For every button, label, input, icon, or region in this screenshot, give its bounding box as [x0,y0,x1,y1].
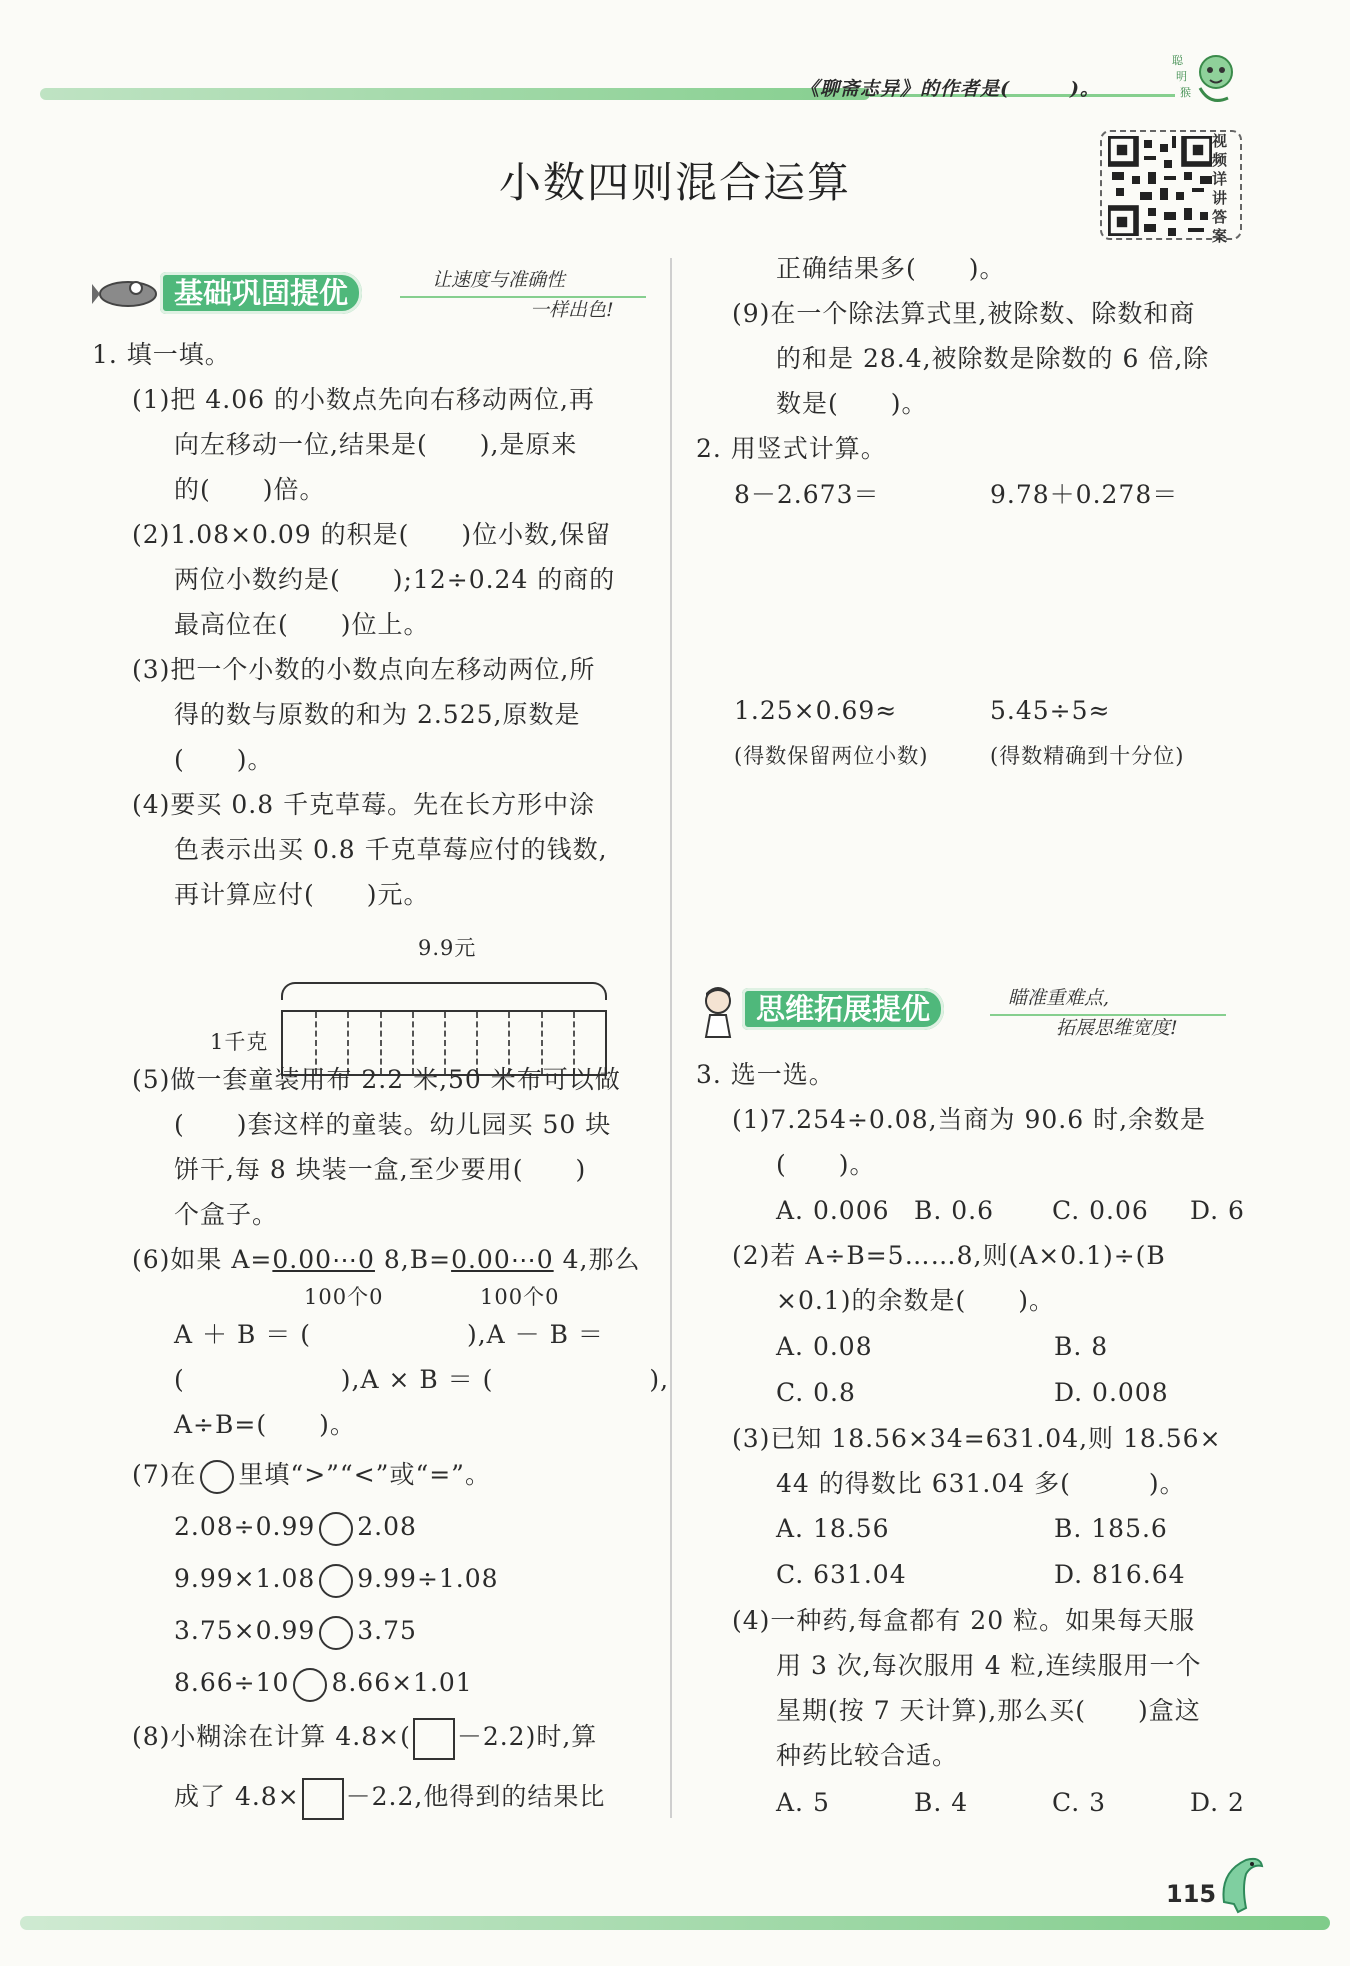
compare-circle-3[interactable] [319,1616,353,1650]
diagram-brace [281,982,607,1000]
section-banner-advanced: 思维拓展提优 [742,988,944,1030]
q2-calc-4: 5.45÷5≈ [990,696,1111,725]
question-1-heading: 1. 填一填。 [92,340,231,369]
q3-3-option-b[interactable]: B. 185.6 [1054,1514,1168,1543]
q3-3-line1: (3)已知 18.56×34=631.04,则 18.56× [732,1424,1222,1453]
q1-9-line2: 的和是 28.4,被除数是除数的 6 倍,除 [776,344,1210,373]
q1-5-line2: ( )套这样的童装。幼儿园买 50 块 [174,1110,612,1139]
q2-calc-3: 1.25×0.69≈ [734,696,898,725]
header-question: 《聊斋志异》的作者是( )。 [800,78,1100,100]
q3-1-option-a[interactable]: A. 0.006 [776,1196,890,1225]
q3-3-option-a[interactable]: A. 18.56 [776,1514,890,1543]
q1-6-mid: 8,B= [374,1245,452,1274]
q3-1-option-d[interactable]: D. 6 [1190,1196,1245,1225]
q1-1-line1: (1)把 4.06 的小数点先向右移动两位,再 [132,385,595,414]
q3-2-option-b[interactable]: B. 8 [1054,1332,1109,1361]
q1-6-post: 4,那么 [553,1245,641,1274]
answer-box-2[interactable] [302,1778,344,1820]
q3-2-option-d[interactable]: D. 0.008 [1054,1378,1169,1407]
page-title: 小数四则混合运算 [498,158,851,207]
q1-6-a-value: 0.00⋯0 [272,1245,375,1274]
section-banner-basic: 基础巩固提优 [160,272,362,314]
q1-7-item-2: 9.99×1.08 9.99÷1.08 [174,1556,499,1601]
q1-6-line1 [132,1237,640,1282]
q1-6-pre: (6)如果 A= [132,1245,273,1274]
compare-circle-icon [200,1460,234,1494]
q3-3-option-c[interactable]: C. 631.04 [776,1560,907,1589]
monkey-icon [1170,48,1240,108]
compare-circle-2[interactable] [319,1564,353,1598]
section-note-line [400,296,646,298]
q3-1-option-c[interactable]: C. 0.06 [1052,1196,1149,1225]
q3-3-option-d[interactable]: D. 816.64 [1054,1560,1186,1589]
q1-2-line3: 最高位在( )位上。 [174,610,430,639]
dolphin-icon [1216,1852,1266,1918]
answer-box-1[interactable] [413,1718,455,1760]
q3-2-option-a[interactable]: A. 0.08 [776,1332,873,1361]
q3-1-line1: (1)7.254÷0.08,当商为 90.6 时,余数是 [732,1105,1207,1134]
q1-6-zero-label-a: 100个0 [304,1285,384,1309]
qr-label: 视频详讲答案 [1212,132,1228,245]
diagram-price-label: 9.9元 [418,936,477,960]
rocket-icon [90,270,160,316]
q1-1-line2: 向左移动一位,结果是( ),是原来 [174,430,578,459]
q3-4-line2: 用 3 次,每次服用 4 粒,连续服用一个 [776,1651,1202,1680]
q3-1-line2: ( )。 [776,1150,876,1179]
section-note-basic-2: 一样出色! [530,299,614,321]
section-note-basic-1: 让速度与准确性 [432,269,566,291]
q1-7-item-4: 8.66÷10 8.66×1.01 [174,1660,473,1705]
q1-3-line2: 得的数与原数的和为 2.525,原数是 [174,700,581,729]
girl-icon [694,985,742,1043]
section-note-advanced-2: 拓展思维宽度! [1056,1017,1178,1039]
footer-bar [20,1916,1330,1930]
q3-4-line1: (4)一种药,每盒都有 20 粒。如果每天服 [732,1606,1196,1635]
q3-4-option-d[interactable]: D. 2 [1190,1788,1245,1817]
header-bar [40,88,870,100]
q3-4-option-b[interactable]: B. 4 [914,1788,969,1817]
q1-7-post: 里填“>”“<”或“=”。 [238,1460,491,1489]
q2-note-2: (得数精确到十分位) [990,744,1185,768]
qr-code-icon [1108,136,1212,236]
q1-6-b-value: 0.00⋯0 [451,1245,554,1274]
q2-note-1: (得数保留两位小数) [734,744,929,768]
q1-3-line1: (3)把一个小数的小数点向左移动两位,所 [132,655,596,684]
q3-3-line2: 44 的得数比 631.04 多( )。 [776,1469,1186,1498]
diagram-weight-label: 1千克 [210,1030,269,1054]
q3-4-option-a[interactable]: A. 5 [776,1788,830,1817]
q1-2-line1: (2)1.08×0.09 的积是( )位小数,保留 [132,520,612,549]
q3-4-line4: 种药比较合适。 [776,1741,959,1770]
monkey-label-3: 猴 [1180,86,1191,99]
q1-4-line3: 再计算应付( )元。 [174,880,430,909]
q1-3-line3: ( )。 [174,745,274,774]
q1-1-line3: 的( )倍。 [174,475,326,504]
q1-8-line1: (8)小糊涂在计算 4.8×( －2.2)时,算 [132,1714,597,1760]
section-note-line-2 [990,1014,1226,1016]
q2-calc-1: 8－2.673＝ [734,480,880,509]
question-2-heading: 2. 用竖式计算。 [696,434,887,463]
question-3-heading: 3. 选一选。 [696,1060,835,1089]
q1-5-line4: 个盒子。 [174,1200,279,1229]
q3-2-line1: (2)若 A÷B=5……8,则(A×0.1)÷(B [732,1241,1166,1270]
q1-5-line3: 饼干,每 8 块装一盒,至少要用( ) [174,1155,587,1184]
page-number: 115 [1166,1880,1217,1908]
q3-2-line2: ×0.1)的余数是( )。 [776,1286,1055,1315]
compare-circle-1[interactable] [319,1512,353,1546]
q1-6-zero-label-b: 100个0 [480,1285,560,1309]
column-divider [670,258,672,1818]
q1-7-line [132,1452,491,1497]
q3-1-option-b[interactable]: B. 0.6 [914,1196,995,1225]
q1-9-line1: (9)在一个除法算式里,被除数、除数和商 [732,299,1196,328]
q1-9-line3: 数是( )。 [776,389,928,418]
q1-7-item-1: 2.08÷0.99 2.08 [174,1504,417,1549]
q3-2-option-c[interactable]: C. 0.8 [776,1378,856,1407]
q1-5-line1: (5)做一套童装用布 2.2 米,50 米布可以做 [132,1065,621,1094]
monkey-label-1: 聪 [1172,54,1183,67]
q3-4-line3: 星期(按 7 天计算),那么买( )盒这 [776,1696,1201,1725]
q1-2-line2: 两位小数约是( );12÷0.24 的商的 [174,565,616,594]
q1-7-item-3: 3.75×0.99 3.75 [174,1608,417,1653]
q1-7-pre: (7)在 [132,1460,197,1489]
section-note-advanced-1: 瞄准重难点, [1008,987,1110,1009]
q1-6-line4: A÷B=( )。 [174,1410,356,1439]
q1-6-line3: ( ),A × B ＝ ( ), [174,1365,670,1394]
q1-4-line2: 色表示出买 0.8 千克草莓应付的钱数, [174,835,608,864]
compare-circle-4[interactable] [293,1668,327,1702]
q1-6-line2: A ＋ B ＝ ( ),A － B ＝ [174,1320,604,1349]
q1-8-line3: 正确结果多( )。 [776,254,1006,283]
q2-calc-2: 9.78＋0.278＝ [990,480,1179,509]
q1-4-line1: (4)要买 0.8 千克草莓。先在长方形中涂 [132,790,596,819]
monkey-label-2: 明 [1176,70,1187,83]
q3-4-option-c[interactable]: C. 3 [1052,1788,1107,1817]
q1-8-line2: 成了 4.8× －2.2,他得到的结果比 [174,1774,605,1820]
